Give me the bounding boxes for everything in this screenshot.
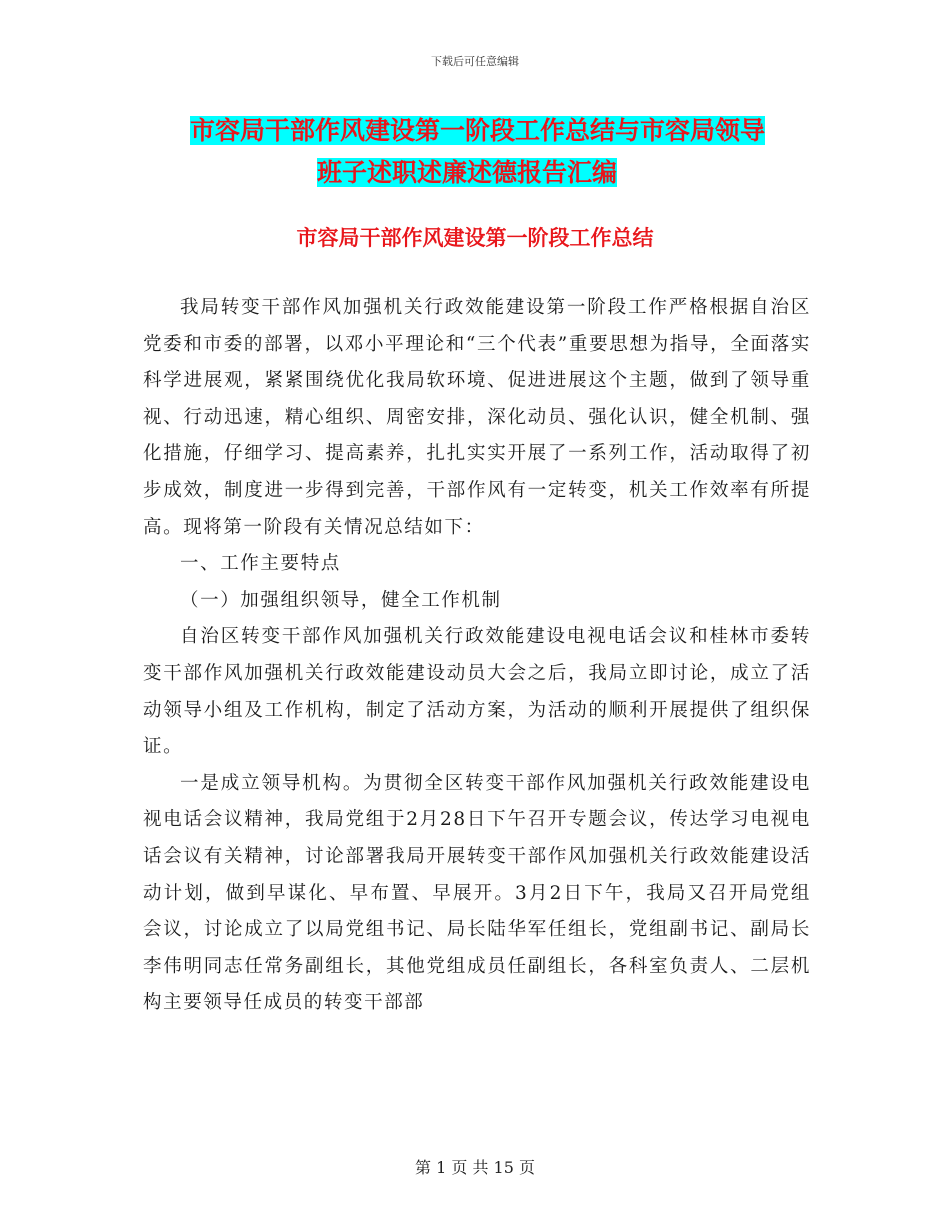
document-title-line-1: 市容局干部作风建设第一阶段工作总结与市容局领导 <box>190 116 766 145</box>
paragraph-intro: 我局转变干部作风加强机关行政效能建设第一阶段工作严格根据自治区党委和市委的部署，以邓小平理论和“三个代表”重要思想为指导，全面落实科学进展观，紧紧围绕优化我局软环境、促进进展这个主题，做到了领导重视、行动迅速，精心组织、周密安排，深化动员、强化认识，健全机制、强化措施，仔细学习、提高素养，扎扎实实开展了一系列工作，活动取得了初步成效，制度进一步得到完善，干部作风有一定转变，机关工作效率有所提高。现将第一阶段有关情况总结如下： <box>143 297 811 538</box>
document-title-line-2: 班子述职述廉述德报告汇编 <box>317 158 618 187</box>
page-number: 第 1 页 共 15 页 <box>415 1158 535 1177</box>
paragraph-organization: 自治区转变干部作风加强机关行政效能建设电视电话会议和桂林市委转变干部作风加强机关行政效能建设动员大会之后，我局立即讨论，成立了活动领导小组及工作机构，制定了活动方案，为活动的顺利开展提供了组织保证。 <box>143 626 811 758</box>
section-title: 市容局干部作风建设第一阶段工作总结 <box>296 226 654 250</box>
document-body <box>143 290 811 1022</box>
paragraph-leadership: 一是成立领导机构。为贯彻全区转变干部作风加强机关行政效能建设电视电话会议精神，我局党组于2月28日下午召开专题会议，传达学习电视电话会议有关精神，讨论部署我局开展转变干部作风加强机关行政效能建设活动计划，做到早谋化、早布置、早展开。3月2日下午，我局又召开局党组会议，讨论成立了以局党组书记、局长陆华军任组长，党组副书记、副局长李伟明同志任常务副组长，其他党组成员任副组长，各科室负责人、二层机构主要领导任成员的转变干部部 <box>143 772 811 1014</box>
document-title <box>190 110 810 194</box>
subheading-organization: （一）加强组织领导，健全工作机制 <box>180 589 502 611</box>
heading-work-features: 一、工作主要特点 <box>180 553 341 575</box>
page-header-note: 下载后可任意编辑 <box>431 55 519 68</box>
